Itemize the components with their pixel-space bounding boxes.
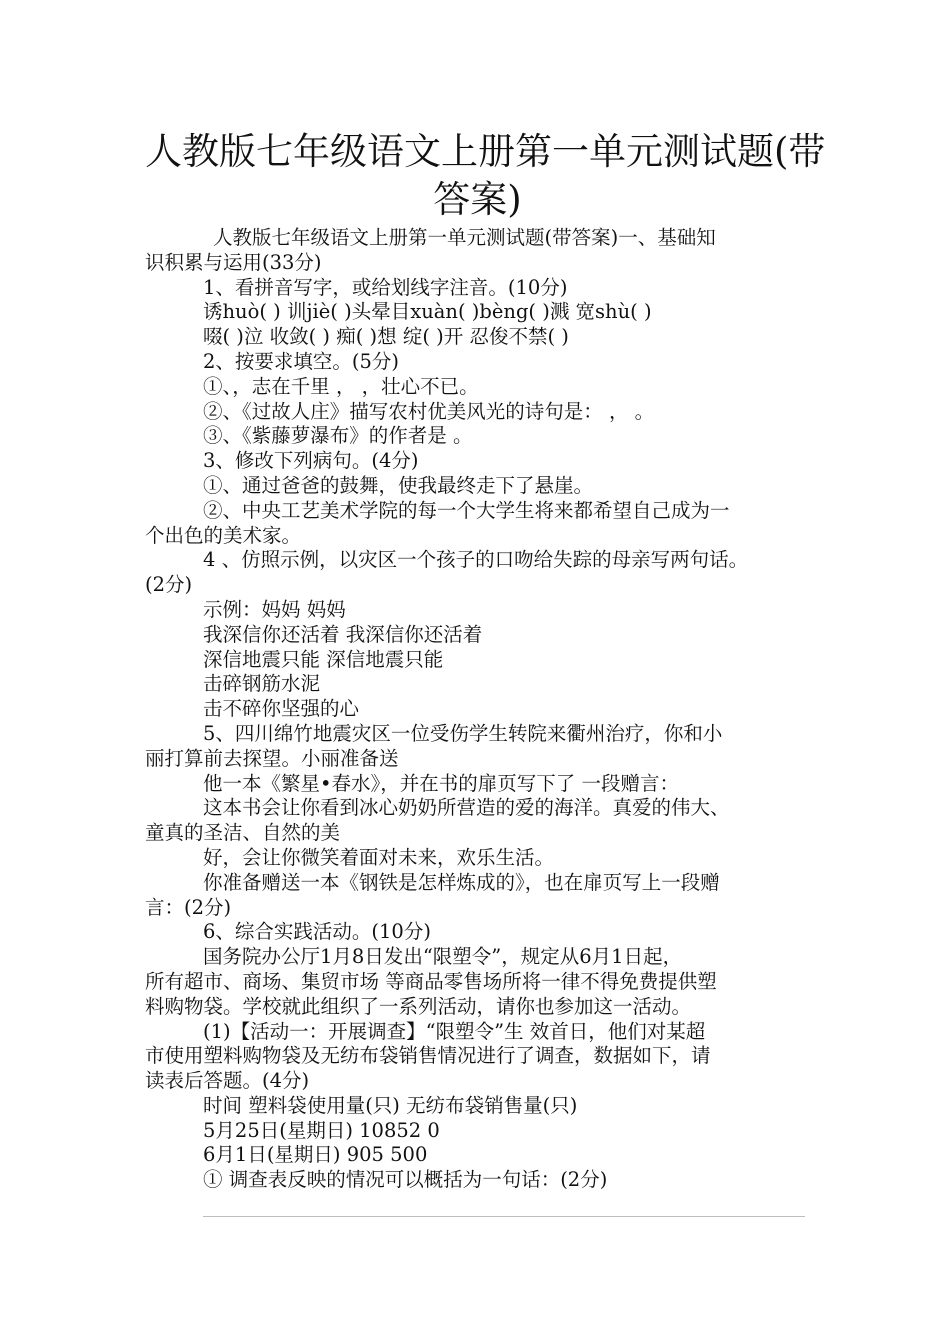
text-line: 读表后答题。(4分) bbox=[145, 1069, 310, 1093]
text-line: 4 、仿照示例，以灾区一个孩子的口吻给失踪的母亲写两句话。 bbox=[203, 548, 749, 572]
text-line: (2分) bbox=[145, 573, 193, 597]
text-line: 诱huò( ) 训jiè( )头晕目xuàn( )bèng( )溅 宽shù( ) bbox=[203, 300, 652, 324]
text-line: 丽打算前去探望。小丽准备送 bbox=[145, 746, 399, 770]
text-line: 5、四川绵竹地震灾区一位受伤学生转院来衢州治疗，你和小 bbox=[203, 721, 723, 745]
text-line: 识积累与运用(33分) bbox=[145, 250, 322, 274]
text-line: 3、修改下列病句。(4分) bbox=[203, 449, 419, 473]
text-line: 言：(2分) bbox=[145, 895, 232, 919]
page-footer-rule bbox=[203, 1216, 805, 1217]
text-line: ① 调查表反映的情况可以概括为一句话：(2分) bbox=[203, 1168, 608, 1192]
text-line: ①、通过爸爸的鼓舞，使我最终走下了悬崖。 bbox=[203, 473, 594, 497]
text-line: 市使用塑料购物袋及无纺布袋销售情况进行了调查，数据如下，请 bbox=[145, 1044, 711, 1068]
text-line: 他一本《繁星•春水》，并在书的扉页写下了 一段赠言： bbox=[203, 771, 679, 795]
text-line: 示例：妈妈 妈妈 bbox=[203, 597, 346, 621]
text-line: 6月1日(星期日) 905 500 bbox=[203, 1143, 428, 1167]
text-line: ③、《紫藤萝瀑布》的作者是 。 bbox=[203, 424, 473, 448]
text-line: 童真的圣洁、自然的美 bbox=[145, 821, 341, 845]
document-title bbox=[145, 128, 826, 224]
text-line: 时间 塑料袋使用量(只) 无纺布袋销售量(只) bbox=[203, 1093, 578, 1117]
text-line: ②、《过故人庄》描写农村优美风光的诗句是： ， 。 bbox=[203, 399, 655, 423]
text-line: 我深信你还活着 我深信你还活着 bbox=[203, 622, 483, 646]
text-line: ②、中央工艺美术学院的每一个大学生将来都希望自己成为一 bbox=[203, 498, 730, 522]
title-line-1: 人教版七年级语文上册第一单元测试题(带 bbox=[145, 130, 826, 173]
text-line: 这本书会让你看到冰心奶奶所营造的爱的海洋。真爱的伟大、 bbox=[203, 796, 730, 820]
text-line: 1、看拼音写字，或给划线字注音。(10分) bbox=[203, 275, 568, 299]
text-line: 击碎钢筋水泥 bbox=[203, 672, 321, 696]
text-line: 6、综合实践活动。(10分) bbox=[203, 920, 431, 944]
text-line: 2、按要求填空。(5分) bbox=[203, 349, 400, 373]
document-body bbox=[145, 226, 825, 1193]
text-line: 你准备赠送一本《钢铁是怎样炼成的》，也在扉页写上一段赠 bbox=[203, 870, 720, 894]
title-line-2: 答案) bbox=[433, 178, 522, 221]
text-line: 深信地震只能 深信地震只能 bbox=[203, 647, 444, 671]
text-line: 啜( )泣 收敛( ) 痴( )想 绽( )开 忍俊不禁( ) bbox=[203, 325, 569, 349]
text-line: ①、，志在千里 ， ，壮心不已。 bbox=[203, 374, 479, 398]
text-line: 人教版七年级语文上册第一单元测试题(带答案)一、基础知 bbox=[213, 226, 716, 249]
text-line: 国务院办公厅1月8日发出“限塑令”，规定从6月1日起， bbox=[203, 945, 683, 969]
text-line: 5月25日(星期日) 10852 0 bbox=[203, 1118, 440, 1142]
text-line: (1)【活动一：开展调查】“限塑令”生 效首日，他们对某超 bbox=[203, 1019, 706, 1043]
text-line: 所有超市、商场、集贸市场 等商品零售场所将一律不得免费提供塑 bbox=[145, 969, 717, 993]
text-line: 好，会让你微笑着面对未来，欢乐生活。 bbox=[203, 845, 555, 869]
text-line: 击不碎你坚强的心 bbox=[203, 697, 360, 721]
text-line: 个出色的美术家。 bbox=[145, 523, 302, 547]
text-line: 料购物袋。学校就此组织了一系列活动，请你也参加这一活动。 bbox=[145, 994, 692, 1018]
